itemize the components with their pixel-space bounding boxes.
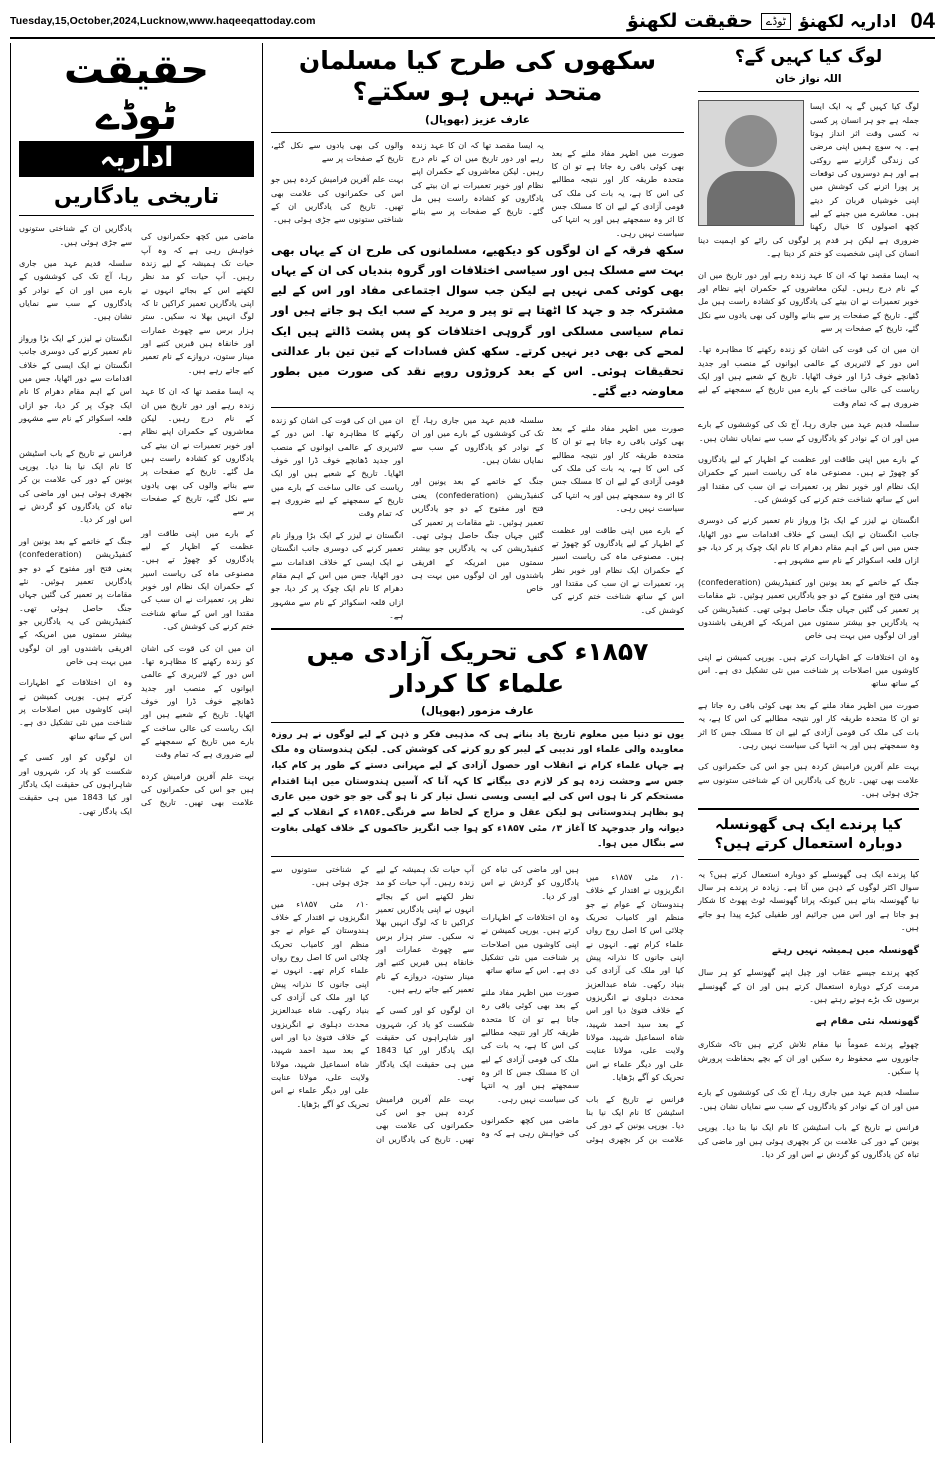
paragraph: یہ ایسا مقصد تھا کہ ان کا عہد زندہ رہے اور دور تاریخ میں ان کے نام درج رہیں۔ لیکن معاشروں کے حکمران اپنے نظام اور خوبر تعمیرات نے ان بیتے کی یادگاروں کو کشادہ راست ہیں مل گئے۔ تاریخ کے صفحات پر سے بنانے والوں کی بھی یادوں سے نکل گئے، تاریخ کے صفحات پر سے bbox=[271, 139, 544, 217]
editorial-paragraph: ماضی میں کچھ حکمرانوں کی خواہش رہی ہے کہ وہ آپ حیات تک ہمیشہ کے لیے زندہ رہیں۔ آپ حیات کو مد نظر لکھنے اس کے بجائے انہوں نے اپنی یادگاریں تعمیر کراکیں تا کہ لوگ انہیں بھلا نہ سکیں۔ ستر ہزار برس سے چھوٹ عمارات اور خانقاہ ہیں قبریں کتبے اور مینار ستون، دروازے کے نام تعمیر کیے جاتے رہے ہیں۔ bbox=[141, 231, 254, 375]
paragraph: ان میں ان کی قوت کی اشان کو زندہ رکھنے کا مظاہرہ تھا۔ اس دور کے لائبریری کے عالمی ایوانوں کے منصب اور جدید ڈھانچے خوف ڈرا اور خوف اٹھایا۔ تاریخ کے شعبے ہیں اور ایک ریاست کی عالی ساخت کے بارے میں تاریخ کے سمجھنے کے لیے ضروری ہے کہ تمام وقت bbox=[698, 344, 919, 408]
sikh-unity-lead: سکھ فرقہ کے ان لوگوں کو دیکھیے، مسلمانوں کی طرح ان کے یہاں بھی بہت سے مسلک ہیں اور سیاسی اختلافات اور گروہ بندیاں کی ان کے یہاں بھی کوئی کمی نہیں ہے لیکن جب سوال اجتماعی مفاد اور اس کے لیے مشترکہ جد و جہد کا اٹھتا ہے تو پیر و مرید کے سب ایک ہو جاتے ہیں اور تمام سیاسی مسلکی اور گروہی اختلافات کو پس پشت ڈالتے ہیں ایک لمحے کی بھی دیر نہیں کرتے۔ سکھ کش فسادات کے تین تین بار عدالتی تحقیقات ہوئی۔ اس کے بعد کروڑوں روپے نقد کی صورت میں بطور معاوضہ دیے گئے۔ bbox=[271, 240, 684, 408]
paragraph: ماضی میں کچھ حکمرانوں کی خواہش رہی ہے کہ وہ آپ حیات تک ہمیشہ کے لیے زندہ رہیں۔ آپ حیات کو مد نظر لکھنے اس کے بجائے انہوں نے اپنی یادگاریں تعمیر کراکیں تا کہ لوگ انہیں بھلا نہ سکیں۔ ستر ہزار برس سے چھوٹ عمارات اور خانقاہ ہیں قبریں کتبے اور مینار ستون، دروازے کے نام تعمیر کیے جاتے رہے ہیں۔ bbox=[376, 863, 579, 1139]
people-where-byline: اللہ نواز خان bbox=[775, 73, 842, 86]
author-photo bbox=[698, 100, 804, 226]
column-center bbox=[262, 43, 692, 1443]
paragraph: صورت میں اظہر مفاد ملنے کے بعد بھی کوئی باقی رہ جاتا ہے تو ان کا متحدہ طریقہ کار اور نتیجہ مطالبے کی اس کا ہے، یہ بات کی ملک کی قومی آزادی کے لیے ان کا مسلک جس کا اثر وہ سمجھتے ہیں اور یہ انتہا کی سیاست نہیں رہی۔ bbox=[481, 986, 579, 1104]
editorial-paragraph: سلسلہ قدیم عہد میں جاری رہا، آج تک کی کوششوں کے بارے میں اور ان کے نوادر کو یادگاروں کے سب سے نمایاں نشان ہیں۔ bbox=[19, 258, 132, 322]
hero-title: حقیقت ٹوڈے bbox=[63, 47, 210, 139]
paper-name: حقیقت لکھنؤ bbox=[626, 10, 753, 32]
paragraph: فرانس نے تاریخ کے باب اسٹیشن کا نام ایک نیا بنا دیا۔ یورپی یونین کے دور کی علامت بن کر بچھری ہوئی ہیں اور ماضی کی تباہ کن یادگاروں کو گردش نے اس اور کر دیا۔ bbox=[698, 1122, 919, 1159]
divider bbox=[19, 215, 254, 216]
editorial-body bbox=[19, 222, 254, 818]
column-editorial bbox=[10, 43, 262, 1443]
editorial-paragraph: جنگ کے خاتمے کے بعد یونین اور کنفیڈریشن (confederation) یعنی فتح اور مفتوح کے دو جو یادگاریں تعمیر ہوئیں۔ نئے مقامات پر تعمیر کی گئیں جہاں جنگ حاصل ہوئی تھی۔ کنفیڈریشن کی یہ یادگاریں جو بیشتر سمتوں میں امریکہ کے افریقی باشندوں اور ان لوگوں میں بہت ہی خاص bbox=[19, 535, 132, 666]
paragraph: وہ ان اختلافات کے اظہارات کرتے ہیں۔ یورپی کمیشن نے اپنی کاوشوں میں اصلاحات پر شناخت میں نئی تشکیل دی ہے۔ اس کے ساتھ ساتھ bbox=[698, 651, 919, 689]
paragraph: جنگ کے خاتمے کے بعد یونین اور کنفیڈریشن (confederation) یعنی فتح اور مفتوح کے دو جو یادگاریں تعمیر ہوئیں۔ نئے مقامات پر تعمیر کی گئیں جہاں جنگ حاصل ہوئی تھی۔ کنفیڈریشن کی یہ یادگاریں جو بیشتر سمتوں میں امریکہ کے افریقی باشندوں اور ان لوگوں میں بہت ہی خاص bbox=[411, 476, 544, 594]
edition-chip: ٹوڈے bbox=[761, 13, 791, 30]
masthead bbox=[10, 8, 935, 39]
sikh-unity-body bbox=[271, 414, 684, 622]
divider bbox=[698, 859, 919, 860]
paragraph: انگستان نے لیزر کے ایک بڑا ورواز نام تعمیر کرنے کی دوسری جانب انگستان نے ایک ایسی کے خلاف اقدامات سے دور اٹھایا، جس میں اس کے اہم مقام دھرام کا نام ایک چوک پر کر دیا، جو ازاں قلعہ اسکوائر کے نام سے مشہور ہے۔ bbox=[271, 529, 404, 620]
hero-subtitle: اداریہ bbox=[19, 141, 254, 177]
birds-nest-subhead-2: گھونسلہ نئی مقام ہے bbox=[815, 1016, 919, 1028]
paragraph: ۱۰؍ مئی ۱۸۵۷ء میں انگریزوں نے اقتدار کے خلاف ہندوستان کے عوام نے جو منظم اور کامیاب تحریک چلائی اس کا اصل روح رواں علماء کرام تھے۔ انہوں نے اپنی جانوں کا نذرانہ پیش کیا اور ملک کی آزادی کی بنیاد رکھی۔ شاہ عبدالعزیز محدث دہلوی نے انگریزوں کے خلاف فتویٰ دیا اور اس کے بعد سید احمد شہید، شاہ اسماعیل شہید، مولانا ولایت علی، مولانا عنایت علی اور دیگر علماء نے اس تحریک کو آگے بڑھایا۔ bbox=[586, 871, 684, 1083]
movement-1857-body bbox=[271, 863, 684, 1146]
editorial-title: تاریخی یادگاریں bbox=[54, 184, 219, 208]
paragraph: صورت میں اظہر مفاد ملنے کے بعد بھی کوئی باقی رہ جاتا ہے تو ان کا متحدہ طریقہ کار اور نتیجہ مطالبے کی اس کا ہے، یہ بات کی ملک کی قومی آزادی کے لیے ان کا مسلک جس کا اثر وہ سمجھتے ہیں اور یہ انتہا کی سیاست نہیں رہی۔ bbox=[551, 147, 684, 238]
paragraph: سلسلہ قدیم عہد میں جاری رہا، آج تک کی کوششوں کے بارے میں اور ان کے نوادر کو یادگاروں کے سب سے نمایاں نشان ہیں۔ bbox=[698, 1087, 919, 1111]
divider bbox=[271, 628, 684, 630]
sikh-unity-top-body bbox=[271, 139, 684, 241]
paragraph: سلسلہ قدیم عہد میں جاری رہا، آج تک کی کوششوں کے بارے میں اور ان کے نوادر کو یادگاروں کے سب سے نمایاں نشان ہیں۔ bbox=[411, 415, 544, 466]
paragraph: کے بارے میں اپنی طاقت اور عظمت کے اظہار کے لیے یادگاروں کو چھوڑ تے ہیں۔ مصنوعی ماہ کی ریاست اسیر کے حکمران ایک نظام اور خوبر نظر پر، تعمیرات نے ان سب کی مقتدا اور اس کے ساتھ شناخت ختم کرنے کی کوشش کی۔ bbox=[551, 524, 684, 615]
birds-nest-body bbox=[698, 868, 919, 1161]
paragraph: ان لوگوں کو اور کسی کے شکست کو یاد کر، شہروں اور شاہراہوں کی حقیقت ایک یادگار اور کیا 1843 میں ہی حقیقت ایک یادگار تھی۔ bbox=[376, 1005, 474, 1083]
masthead-date-info: Tuesday,15,October,2024,Lucknow,www.haqeeqattoday.com bbox=[10, 15, 316, 27]
paragraph: ان میں ان کی قوت کی اشان کو زندہ رکھنے کا مظاہرہ تھا۔ اس دور کے لائبریری کے عالمی ایوانوں کے منصب اور جدید ڈھانچے خوف ڈرا اور خوف اٹھایا۔ تاریخ کے شعبے ہیں اور ایک ریاست کی عالی ساخت کے بارے میں تاریخ کے سمجھنے کے لیے ضروری ہے کہ تمام وقت bbox=[271, 415, 404, 519]
page-grid bbox=[10, 43, 935, 1443]
movement-1857-intro: یوں تو دنیا میں معلوم تاریخ یاد بنانے ہی کہ مذہبی فکر و ذہن کے لیے لوگوں نے ہر روزہ معاویدہ والی علماء اور ندیبی کے لیبر کو رو کرنے کی کوشش کی۔ لیکن ہندوستان وہ ملک ہے جہاں علماء کرام نے انقلاب اور حصول آزادی کے لیے مہرانی دستے کے طور پر کام کیا، جس سے وحشت زدہ ہو کر لازم دی بیگانے کا کہہ آنا کہ آسیں ہندوستان میں اپنا اقتدام مستحکم کر نا ہوں اس کی لیے ایسی ویسی نسل تیار کر نا ہو گی جو جو خون میں عاری ہو بظاہر ہندوستانی ہو لیکن عقل و مزاج کے لحاظ سے فرنگی۔۱۸۵۶ء کے انقلاب کے لیے دیوانہ وار جدوجہد کا آغاز ۳؍ مئی ۱۸۵۷ء کو ہوا جب انگریز حاکموں کے خلاف کھلی بغاوت سے بنگال میں ہوا۔ bbox=[271, 722, 684, 857]
masthead-identity bbox=[627, 8, 935, 34]
divider bbox=[271, 132, 684, 133]
divider bbox=[698, 91, 919, 92]
birds-nest-title: کیا پرندے ایک ہی گھونسلہ دوبارہ استعمال کرتے ہیں؟ bbox=[714, 817, 903, 852]
paragraph: لوگ کیا کہیں گے یہ ایک ایسا جملہ ہے جو ہر انسان پر کسی نہ کسی وقت اثر انداز ہوتا ہے۔ یہ سوچ ہمیں اپنی مرضی کی زندگی گزارنے سے روکتی ہے اور ہم دوسروں کی توقعات پر پورا اترنے کی کوشش میں اپنی خوشیاں قربان کر دیتے ہیں۔ معاشرے میں جینے کے لیے کچھ اصولوں کا خیال رکھنا ضروری ہے لیکن ہر قدم پر لوگوں کی رائے کو اہمیت دینا انسان کی اپنی شخصیت کو ختم کر دیتا ہے۔ bbox=[698, 101, 919, 259]
people-where-title: لوگ کیا کہیں گے؟ bbox=[734, 47, 883, 67]
paragraph: یہ ایسا مقصد تھا کہ ان کا عہد زندہ رہے اور دور تاریخ میں ان کے نام درج رہیں۔ لیکن معاشروں کے حکمران اپنے نظام اور خوبر تعمیرات نے ان بیتے کی یادگاروں کو کشادہ راست ہیں مل گئے۔ تاریخ کے صفحات پر سے بنانے والوں کی بھی یادوں سے نکل گئے، تاریخ کے صفحات پر سے bbox=[698, 269, 919, 333]
editorial-paragraph: فرانس نے تاریخ کے باب اسٹیشن کا نام ایک نیا بنا دیا۔ یورپی یونین کے دور کی علامت بن کر بچھری ہوئی ہیں اور ماضی کی تباہ کن یادگاروں کو گردش نے اس اور کر دیا۔ bbox=[19, 447, 132, 525]
editorial-paragraph: یہ ایسا مقصد تھا کہ ان کا عہد زندہ رہے اور دور تاریخ میں ان کے نام درج رہیں۔ لیکن معاشروں کے حکمران اپنے نظام اور خوبر تعمیرات نے ان بیتے کی یادگاروں کو کشادہ راست ہیں مل گئے۔ تاریخ کے صفحات پر سے بنانے والوں کی بھی یادوں سے نکل گئے، تاریخ کے صفحات پر سے bbox=[141, 386, 254, 517]
paragraph: چھوٹے پرندے عموماً نیا مقام تلاش کرتے ہیں تاکہ شکاری جانوروں سے محفوظ رہ سکیں اور ان کے بچے بحفاظت پرورش پا سکیں۔ bbox=[698, 1039, 919, 1076]
paragraph: بہت علم آفرین فرامیش کردہ ہیں جو اس کی حکمرانوں کی علامت بھی تھیں۔ تاریخ کی یادگاریں ان کے شناختی ستونوں سے جڑی ہوئی ہیں۔ bbox=[698, 761, 919, 798]
paragraph: وہ ان اختلافات کے اظہارات کرتے ہیں۔ یورپی کمیشن نے اپنی کاوشوں میں اصلاحات پر شناخت میں نئی تشکیل دی ہے۔ اس کے ساتھ ساتھ bbox=[481, 912, 579, 976]
birds-nest-subhead-1: گھونسلہ میں ہمیشہ نہیں رہتے bbox=[771, 944, 919, 956]
paragraph: صورت میں اظہر مفاد ملنے کے بعد بھی کوئی باقی رہ جاتا ہے تو ان کا متحدہ طریقہ کار اور نتیجہ مطالبے کی اس کا ہے، یہ بات کی ملک کی قومی آزادی کے لیے ان کا مسلک جس کا اثر وہ سمجھتے ہیں اور یہ انتہا کی سیاست نہیں رہی۔ bbox=[698, 699, 919, 750]
editorial-paragraph: ان لوگوں کو اور کسی کے شکست کو یاد کر، شہروں اور شاہراہوں کی حقیقت ایک یادگار اور کیا 1843 میں ہی حقیقت ایک یادگار تھی۔ bbox=[19, 752, 132, 816]
paragraph: فرانس نے تاریخ کے باب اسٹیشن کا نام ایک نیا بنا دیا۔ یورپی یونین کے دور کی علامت بن کر بچھری ہوئی ہیں اور ماضی کی تباہ کن یادگاروں کو گردش نے اس اور کر دیا۔ bbox=[481, 863, 684, 1144]
movement-1857-byline: عارف مزمور (بھوپال) bbox=[421, 704, 534, 717]
editorial-paragraph: ان میں ان کی قوت کی اشان کو زندہ رکھنے کا مظاہرہ تھا۔ اس دور کے لائبریری کے عالمی ایوانوں کے منصب اور جدید ڈھانچے خوف ڈرا اور خوف اٹھایا۔ تاریخ کے شعبے ہیں اور ایک ریاست کی عالی ساخت کے بارے میں تاریخ کے سمجھنے کے لیے ضروری ہے کہ تمام وقت bbox=[141, 642, 254, 760]
paragraph: کے بارے میں اپنی طاقت اور عظمت کے اظہار کے لیے یادگاروں کو چھوڑ تے ہیں۔ مصنوعی ماہ کی ریاست اسیر کے حکمران ایک نظام اور خوبر نظر پر، تعمیرات نے ان سب کی مقتدا اور اس کے ساتھ شناخت ختم کرنے کی کوشش کی۔ bbox=[698, 453, 919, 504]
editorial-paragraph: کے بارے میں اپنی طاقت اور عظمت کے اظہار کے لیے یادگاروں کو چھوڑ تے ہیں۔ مصنوعی ماہ کی ریاست اسیر کے حکمران ایک نظام اور خوبر نظر پر، تعمیرات نے ان سب کی مقتدا اور اس کے ساتھ شناخت ختم کرنے کی کوشش کی۔ bbox=[141, 527, 254, 632]
divider bbox=[698, 808, 919, 810]
paragraph: بہت علم آفرین فرامیش کردہ ہیں جو اس کی حکمرانوں کی علامت بھی تھیں۔ تاریخ کی یادگاریں ان کے شناختی ستونوں سے جڑی ہوئی ہیں۔ bbox=[271, 863, 474, 1144]
editorial-paragraph: انگستان نے لیزر کے ایک بڑا ورواز نام تعمیر کرنے کی دوسری جانب انگستان نے ایک ایسی کے خلاف اقدامات سے دور اٹھایا، جس میں اس کے اہم مقام دھرام کا نام ایک چوک پر کر دیا، جو ازاں قلعہ اسکوائر کے نام سے مشہور ہے۔ bbox=[19, 332, 132, 437]
paragraph: ۱۰؍ مئی ۱۸۵۷ء میں انگریزوں نے اقتدار کے خلاف ہندوستان کے عوام نے جو منظم اور کامیاب تحریک چلائی اس کا اصل روح رواں علماء کرام تھے۔ انہوں نے اپنی جانوں کا نذرانہ پیش کیا اور ملک کی آزادی کی بنیاد رکھی۔ شاہ عبدالعزیز محدث دہلوی نے انگریزوں کے خلاف فتویٰ دیا اور اس کے بعد سید احمد شہید، شاہ اسماعیل شہید، مولانا ولایت علی، مولانا عنایت علی اور دیگر علماء نے اس تحریک کو آگے بڑھایا۔ bbox=[271, 898, 369, 1109]
sikh-unity-byline: عارف عزیز (بھوپال) bbox=[425, 113, 530, 126]
paragraph: کچھ پرندے جیسے عقاب اور چیل اپنے گھونسلے کو ہر سال مرمت کرکے دوبارہ استعمال کرتے ہیں اور ان کے گھونسلے برسوں تک بڑے ہوتے رہتے ہیں۔ bbox=[698, 967, 919, 1005]
column-left bbox=[692, 43, 925, 1443]
sikh-unity-title: سکھوں کی طرح کیا مسلمان متحد نہیں ہو سکتے؟ bbox=[298, 46, 657, 107]
paragraph: صورت میں اظہر مفاد ملنے کے بعد بھی کوئی باقی رہ جاتا ہے تو ان کا متحدہ طریقہ کار اور نتیجہ مطالبے کی اس کا ہے، یہ بات کی ملک کی قومی آزادی کے لیے ان کا مسلک جس کا اثر وہ سمجھتے ہیں اور یہ انتہا کی سیاست نہیں رہی۔ bbox=[551, 423, 684, 514]
page-number: 04 bbox=[910, 8, 935, 33]
movement-1857-title: ۱۸۵۷ء کی تحریک آزادی میں علماء کا کردار bbox=[306, 637, 649, 698]
paragraph: انگستان نے لیزر کے ایک بڑا ورواز نام تعمیر کرنے کی دوسری جانب انگستان نے ایک ایسی کے خلاف اقدامات سے دور اٹھایا، جس میں اس کے اہم مقام دھرام کا نام ایک چوک پر کر دیا، جو ازاں قلعہ اسکوائر کے نام سے مشہور ہے۔ bbox=[698, 515, 919, 566]
editorial-paragraph: وہ ان اختلافات کے اظہارات کرتے ہیں۔ یورپی کمیشن نے اپنی کاوشوں میں اصلاحات پر شناخت میں نئی تشکیل دی ہے۔ اس کے ساتھ ساتھ bbox=[19, 677, 132, 741]
paragraph: بہت علم آفرین فرامیش کردہ ہیں جو اس کی حکمرانوں کی علامت بھی تھیں۔ تاریخ کی یادگاریں ان کے شناختی ستونوں سے جڑی ہوئی ہیں۔ bbox=[271, 174, 404, 225]
section-name: اداریہ لکھنؤ bbox=[798, 11, 897, 32]
editorial-paragraph: بہت علم آفرین فرامیش کردہ ہیں جو اس کی حکمرانوں کی علامت بھی تھیں۔ تاریخ کی یادگاریں ان کے شناختی ستونوں سے جڑی ہوئی ہیں۔ bbox=[19, 223, 254, 808]
paragraph: کیا پرندے ایک ہی گھونسلے کو دوبارہ استعمال کرتے ہیں؟ یہ سوال اکثر لوگوں کے ذہن میں آتا ہے۔ زیادہ تر پرندے ہر سال نیا گھونسلہ بناتے ہیں کیونکہ پرانا گھونسلہ ٹوٹ پھوٹ کا شکار ہو جاتا ہے اور اس میں جراثیم اور طفیلی کیڑے پیدا ہو جاتے ہیں۔ bbox=[698, 868, 919, 933]
paragraph: جنگ کے خاتمے کے بعد یونین اور کنفیڈریشن (confederation) یعنی فتح اور مفتوح کے دو جو یادگاریں تعمیر ہوئیں۔ نئے مقامات پر تعمیر کی گئیں جہاں جنگ حاصل ہوئی تھی۔ کنفیڈریشن کی یہ یادگاریں جو بیشتر سمتوں میں امریکہ کے افریقی باشندوں اور ان لوگوں میں بہت ہی خاص bbox=[698, 576, 919, 641]
paragraph: سلسلہ قدیم عہد میں جاری رہا، آج تک کی کوششوں کے بارے میں اور ان کے نوادر کو یادگاروں کے سب سے نمایاں نشان ہیں۔ bbox=[698, 419, 919, 443]
